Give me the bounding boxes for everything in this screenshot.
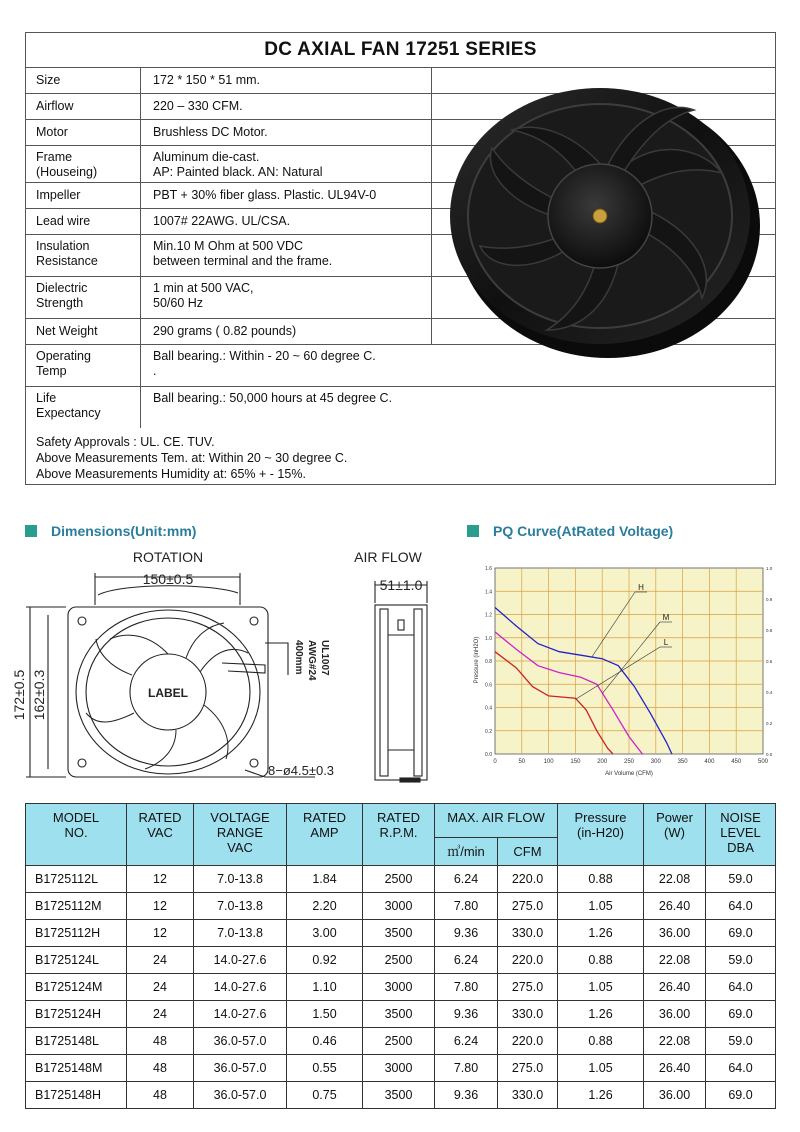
table-cell: 1.05 — [558, 974, 644, 1001]
x-tick-label: 350 — [677, 759, 688, 765]
header-text: RATED R.P.M. — [376, 810, 421, 840]
header-text: RATED VAC — [138, 810, 182, 840]
rotation-label: ROTATION — [132, 549, 204, 565]
y-axis-label: Pressure (inH2O) — [474, 636, 480, 684]
table-cell: 36.00 — [644, 1082, 706, 1109]
table-cell: 7.80 — [435, 974, 498, 1001]
table-cell: 1.50 — [287, 1001, 363, 1028]
table-cell: 275.0 — [498, 974, 558, 1001]
dimension-drawing — [10, 545, 455, 790]
spec-label: Life Expectancy — [26, 387, 141, 428]
x-tick-label: 500 — [757, 759, 769, 765]
spec-value: Aluminum die-cast. AP: Painted black. AN: Natural — [141, 146, 432, 182]
table-cell: 2500 — [363, 947, 435, 974]
right-tick-label: 0.8 — [766, 628, 773, 633]
table-cell: 64.0 — [706, 893, 776, 920]
table-cell: 59.0 — [706, 866, 776, 893]
spec-value: Min.10 M Ohm at 500 VDC between terminal and the frame. — [141, 235, 432, 276]
table-row — [26, 1028, 776, 1055]
table-cell: 275.0 — [498, 893, 558, 920]
table-cell: B1725148L — [26, 1028, 127, 1055]
y-tick-label: 1.0 — [485, 635, 492, 642]
table-cell: 0.46 — [287, 1028, 363, 1055]
curve-label-m: M — [662, 613, 670, 622]
table-cell: 1.05 — [558, 893, 644, 920]
col-header-pressure — [558, 804, 644, 866]
table-cell: 36.00 — [644, 1001, 706, 1028]
x-tick-label: 400 — [704, 759, 715, 765]
y-tick-label: 1.6 — [485, 566, 492, 572]
spec-label: Dielectric Strength — [26, 277, 141, 318]
table-cell: 59.0 — [706, 947, 776, 974]
header-text: NOISE LEVEL DBA — [720, 810, 761, 855]
header-text: Pressure (in-H20) — [574, 810, 627, 840]
table-cell: 1.26 — [558, 920, 644, 947]
table-cell: 3500 — [363, 1001, 435, 1028]
pq-heading — [467, 523, 673, 539]
table-cell: B1725148M — [26, 1055, 127, 1082]
table-cell: 12 — [127, 920, 194, 947]
y-tick-label: 0.8 — [485, 659, 492, 665]
note-line: Above Measurements Tem. at: Within 20 ~ 30 degree C. — [36, 451, 348, 465]
curve-label-h: H — [638, 583, 644, 592]
table-cell: 36.00 — [644, 920, 706, 947]
x-tick-label: 300 — [650, 759, 661, 765]
spec-label: Airflow — [26, 94, 141, 119]
table-cell: B1725124H — [26, 1001, 127, 1028]
table-cell: 24 — [127, 974, 194, 1001]
table-cell: 0.92 — [287, 947, 363, 974]
table-row — [26, 974, 776, 1001]
col-header-amp — [287, 804, 363, 866]
header-text: MODEL NO. — [52, 810, 100, 840]
spec-value: Ball bearing.: 50,000 hours at 45 degree C. — [153, 391, 393, 405]
spec-value: Brushless DC Motor. — [141, 120, 432, 145]
y-tick-label: 0.0 — [485, 752, 492, 758]
spec-table — [25, 32, 776, 485]
fan-label-text: LABEL — [148, 686, 188, 700]
table-cell: 64.0 — [706, 974, 776, 1001]
table-cell: 6.24 — [435, 947, 498, 974]
table-cell: 0.88 — [558, 947, 644, 974]
model-table — [25, 803, 776, 1109]
bullet-square-icon — [467, 525, 479, 537]
table-cell: 26.40 — [644, 1055, 706, 1082]
table-cell: 1.05 — [558, 1055, 644, 1082]
x-tick-label: 150 — [570, 759, 581, 765]
fan-product-image — [432, 68, 774, 361]
right-tick-label: 1.0 — [766, 566, 773, 571]
table-cell: 36.0-57.0 — [194, 1055, 287, 1082]
table-cell: 6.24 — [435, 866, 498, 893]
x-axis-label: Air Volume (CFM) — [605, 771, 653, 777]
table-cell: 7.0-13.8 — [194, 866, 287, 893]
table-cell: 7.80 — [435, 893, 498, 920]
table-cell: 14.0-27.6 — [194, 1001, 287, 1028]
y-tick-label: 1.2 — [485, 612, 492, 619]
wire-spec-1: UL1007 — [319, 640, 330, 676]
depth-dimension: 51±1.0 — [379, 577, 423, 593]
x-tick-label: 200 — [597, 759, 608, 765]
table-cell: 3500 — [363, 920, 435, 947]
table-cell: 330.0 — [498, 920, 558, 947]
table-row — [26, 947, 776, 974]
col-header-range — [194, 804, 287, 866]
holes-dimension: 8−ø4.5±0.3 — [268, 763, 335, 778]
table-cell: 22.08 — [644, 1028, 706, 1055]
pq-heading-text: PQ Curve(AtRated Voltage) — [493, 523, 674, 539]
table-cell: 69.0 — [706, 1082, 776, 1109]
table-cell: B1725124M — [26, 974, 127, 1001]
wire-spec-2: AWG#24 — [306, 640, 317, 681]
table-cell: 9.36 — [435, 1001, 498, 1028]
spec-label: Insulation Resistance — [26, 235, 141, 276]
table-cell: 3000 — [363, 974, 435, 1001]
table-cell: 48 — [127, 1028, 194, 1055]
spec-label: Frame (Houseing) — [26, 146, 141, 182]
table-cell: 26.40 — [644, 893, 706, 920]
notes-block — [26, 428, 775, 484]
x-tick-label: 450 — [731, 759, 742, 765]
table-cell: 26.40 — [644, 974, 706, 1001]
table-cell: 0.88 — [558, 866, 644, 893]
y-tick-label: 1.4 — [485, 589, 492, 596]
col-header-model — [26, 804, 127, 866]
table-cell: 3.00 — [287, 920, 363, 947]
header-text: Power (W) — [656, 810, 693, 840]
col-header-m3: ㎥/min — [435, 838, 498, 866]
wire-spec-3: 400mm — [293, 640, 304, 675]
table-cell: B1725148H — [26, 1082, 127, 1109]
table-cell: 220.0 — [498, 1028, 558, 1055]
table-cell: 69.0 — [706, 920, 776, 947]
table-cell: 14.0-27.6 — [194, 947, 287, 974]
table-cell: 7.0-13.8 — [194, 920, 287, 947]
spec-value: Ball bearing.: Within - 20 ~ 60 degree C. . — [153, 349, 376, 378]
bullet-square-icon — [25, 525, 37, 537]
table-cell: 0.75 — [287, 1082, 363, 1109]
curve-label-l: L — [663, 638, 669, 647]
spec-value: 1007# 22AWG. UL/CSA. — [141, 209, 432, 234]
header-text: RATED AMP — [302, 810, 347, 840]
spec-row — [26, 387, 775, 428]
page-title: DC AXIAL FAN 17251 SERIES — [26, 33, 775, 68]
table-cell: 64.0 — [706, 1055, 776, 1082]
x-tick-label: 100 — [543, 759, 554, 765]
dimensions-heading-text: Dimensions(Unit:mm) — [51, 523, 197, 539]
col-header-power — [644, 804, 706, 866]
spec-value: 172 * 150 * 51 mm. — [141, 68, 432, 93]
right-tick-label: 0.0 — [766, 752, 773, 757]
spec-label: Motor — [26, 120, 141, 145]
note-line: Above Measurements Humidity at: 65% + - 15%. — [36, 467, 306, 481]
col-header-cfm: CFM — [498, 838, 558, 866]
table-cell: 2.20 — [287, 893, 363, 920]
table-cell: 22.08 — [644, 947, 706, 974]
table-cell: 24 — [127, 947, 194, 974]
height-dimension: 172±0.5 — [11, 669, 27, 721]
table-cell: 1.84 — [287, 866, 363, 893]
table-row — [26, 866, 776, 893]
table-cell: 0.55 — [287, 1055, 363, 1082]
x-tick-label: 0 — [493, 759, 497, 765]
table-cell: 7.80 — [435, 1055, 498, 1082]
table-cell: 22.08 — [644, 866, 706, 893]
col-header-rpm — [363, 804, 435, 866]
table-cell: B1725112L — [26, 866, 127, 893]
table-cell: B1725112M — [26, 893, 127, 920]
inner-height-dimension: 162±0.3 — [31, 669, 47, 721]
y-tick-label: 0.2 — [485, 728, 492, 735]
table-cell: 9.36 — [435, 1082, 498, 1109]
spec-label: Impeller — [26, 183, 141, 208]
table-row — [26, 1082, 776, 1109]
table-cell: B1725124L — [26, 947, 127, 974]
header-text: VOLTAGE RANGE VAC — [210, 810, 270, 855]
spec-value: 1 min at 500 VAC, 50/60 Hz — [141, 277, 432, 318]
x-tick-label: 250 — [623, 759, 635, 765]
table-cell: 9.36 — [435, 920, 498, 947]
table-cell: 59.0 — [706, 1028, 776, 1055]
table-cell: 0.88 — [558, 1028, 644, 1055]
table-row — [26, 1055, 776, 1082]
spec-label: Operating Temp — [26, 345, 141, 386]
airflow-label: AIR FLOW — [354, 549, 422, 565]
table-cell: 2500 — [363, 1028, 435, 1055]
pq-curve-chart — [470, 560, 775, 785]
col-header-noise — [706, 804, 776, 866]
y-tick-label: 0.4 — [485, 705, 492, 712]
col-header-airflow: MAX. AIR FLOW — [435, 804, 558, 838]
spec-value: 220 – 330 CFM. — [141, 94, 432, 119]
spec-value: PBT + 30% fiber glass. Plastic. UL94V-0 — [141, 183, 432, 208]
table-cell: 3000 — [363, 1055, 435, 1082]
table-cell: 3000 — [363, 893, 435, 920]
table-cell: 220.0 — [498, 866, 558, 893]
spec-label: Size — [26, 68, 141, 93]
table-cell: 6.24 — [435, 1028, 498, 1055]
table-cell: 220.0 — [498, 947, 558, 974]
table-cell: B1725112H — [26, 920, 127, 947]
table-cell: 48 — [127, 1055, 194, 1082]
table-cell: 12 — [127, 893, 194, 920]
table-cell: 1.26 — [558, 1082, 644, 1109]
dimensions-heading — [25, 523, 196, 539]
table-cell: 275.0 — [498, 1055, 558, 1082]
table-cell: 3500 — [363, 1082, 435, 1109]
right-tick-label: 0.4 — [766, 690, 773, 695]
table-row — [26, 1001, 776, 1028]
right-tick-label: 0.6 — [766, 659, 773, 664]
spec-value: 290 grams ( 0.82 pounds) — [141, 319, 432, 344]
table-row — [26, 893, 776, 920]
width-dimension: 150±0.5 — [142, 571, 194, 587]
table-cell: 1.26 — [558, 1001, 644, 1028]
right-tick-label: 0.9 — [766, 597, 773, 602]
note-line: Safety Approvals : UL. CE. TUV. — [36, 435, 215, 449]
table-cell: 2500 — [363, 866, 435, 893]
table-cell: 1.10 — [287, 974, 363, 1001]
table-row — [26, 920, 776, 947]
table-cell: 330.0 — [498, 1082, 558, 1109]
table-cell: 12 — [127, 866, 194, 893]
spec-label: Net Weight — [26, 319, 141, 344]
y-tick-label: 0.6 — [485, 682, 492, 689]
table-cell: 330.0 — [498, 1001, 558, 1028]
table-cell: 14.0-27.6 — [194, 974, 287, 1001]
spec-label: Lead wire — [26, 209, 141, 234]
table-cell: 69.0 — [706, 1001, 776, 1028]
col-header-vac — [127, 804, 194, 866]
right-tick-label: 0.2 — [766, 721, 773, 726]
x-tick-label: 50 — [518, 759, 526, 765]
table-cell: 48 — [127, 1082, 194, 1109]
table-cell: 36.0-57.0 — [194, 1082, 287, 1109]
table-cell: 7.0-13.8 — [194, 893, 287, 920]
table-cell: 24 — [127, 1001, 194, 1028]
table-cell: 36.0-57.0 — [194, 1028, 287, 1055]
